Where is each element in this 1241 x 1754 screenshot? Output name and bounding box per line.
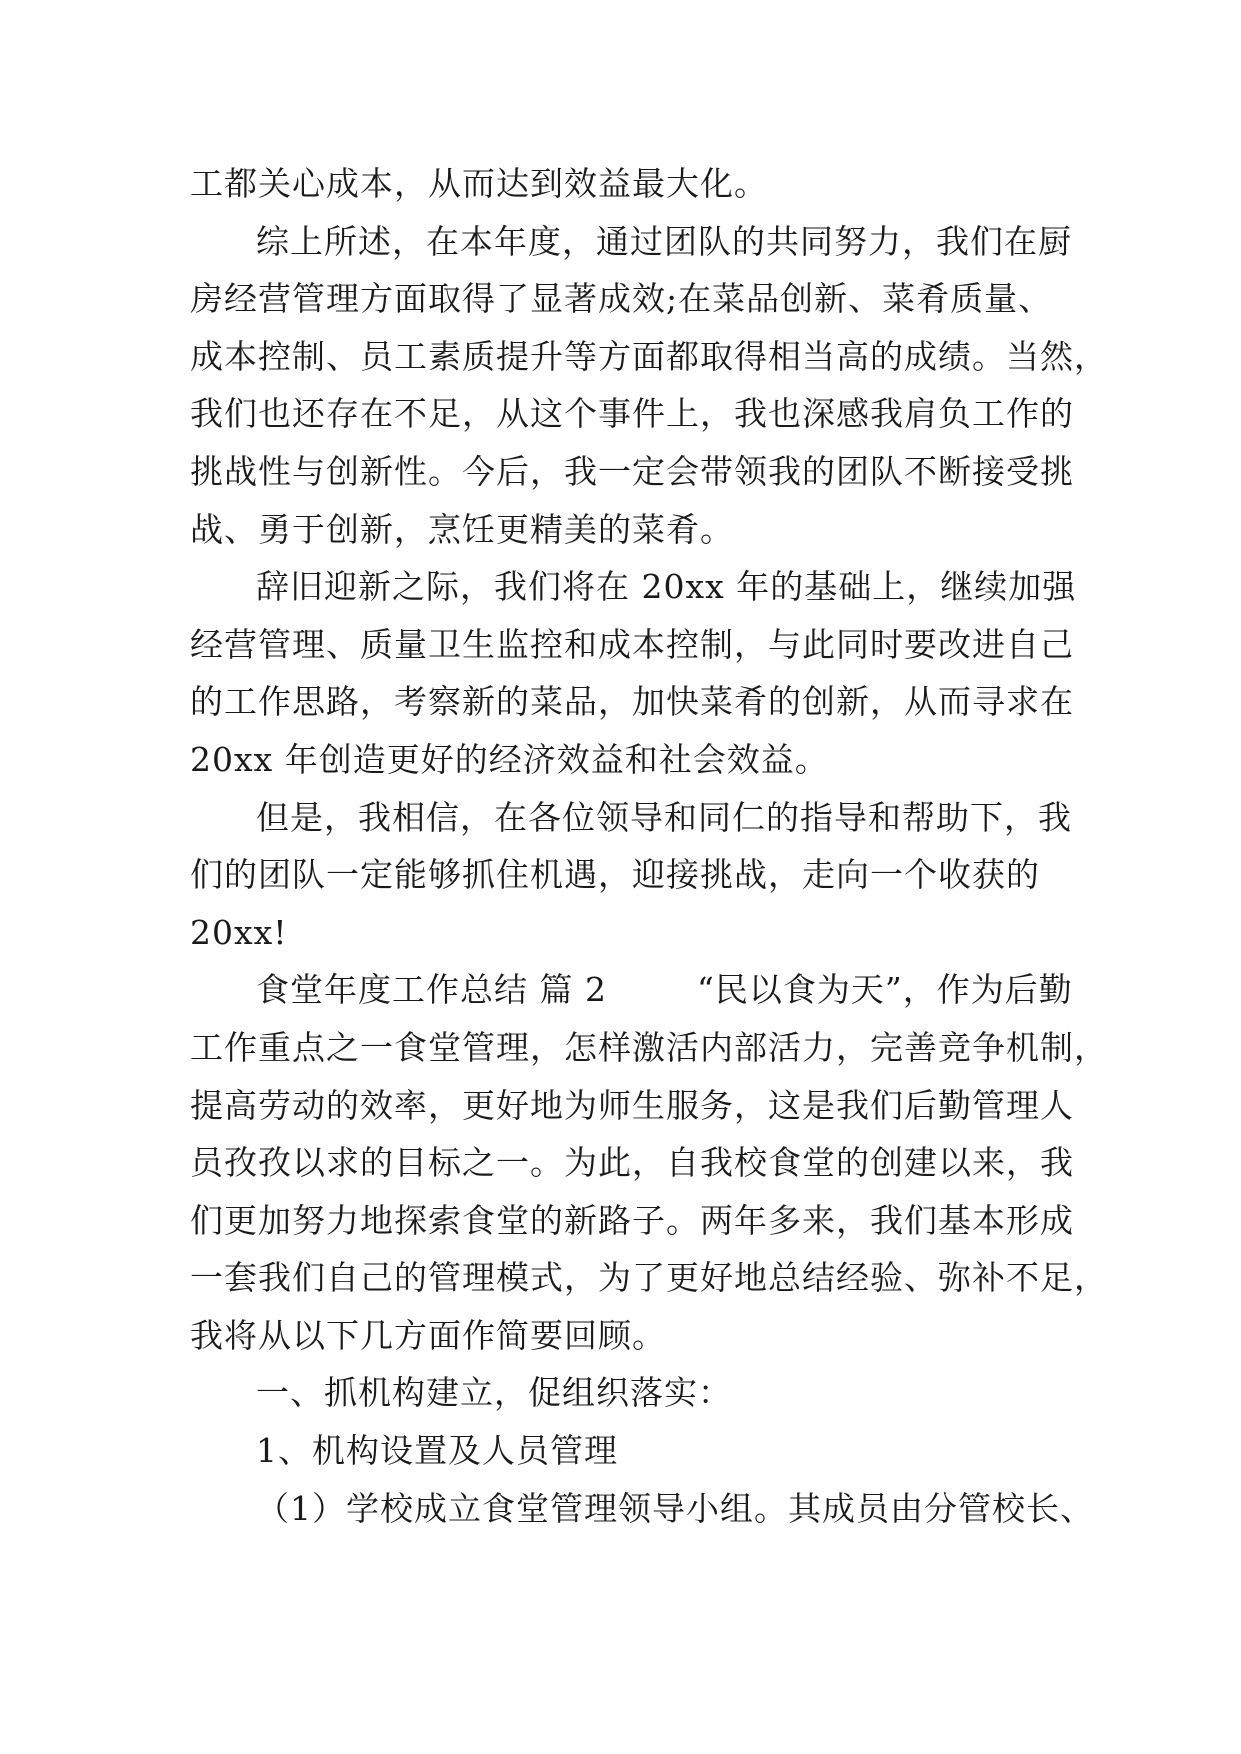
text-line: 20xx 年创造更好的经济效益和社会效益。 [190, 739, 829, 779]
text-line: 挑战性与创新性。今后，我一定会带领我的团队不断接受挑 [190, 451, 1074, 491]
text-line: 们的团队一定能够抓住机遇，迎接挑战，走向一个收获的 [190, 855, 1040, 895]
paragraph-start-line: 综上所述，在本年度，通过团队的共同努力，我们在厨 [256, 221, 1072, 261]
text-line: 工作重点之一食堂管理，怎样激活内部活力，完善竞争机制， [190, 1027, 1108, 1067]
text-line: 一套我们自己的管理模式，为了更好地总结经验、弥补不足， [190, 1258, 1108, 1298]
list-item-line: （1）学校成立食堂管理领导小组。其成员由分管校长、 [256, 1488, 1094, 1528]
paragraph-start-line: 辞旧迎新之际，我们将在 20xx 年的基础上，继续加强 [256, 567, 1077, 607]
subheading-line: 1、机构设置及人员管理 [256, 1431, 618, 1471]
text-line: 房经营管理方面取得了显著成效;在菜品创新、菜肴质量、 [190, 279, 1053, 319]
text-line: 的工作思路，考察新的菜品，加快菜肴的创新，从而寻求在 [190, 682, 1074, 722]
text-line: 们更加努力地探索食堂的新路子。两年多来，我们基本形成 [190, 1200, 1074, 1240]
text-line: 战、勇于创新，烹饪更精美的菜肴。 [190, 509, 734, 549]
text-line: 经营管理、质量卫生监控和成本控制，与此同时要改进自己 [190, 624, 1074, 664]
document-body [190, 155, 1108, 1537]
text-line: 我将从以下几方面作简要回顾。 [190, 1315, 666, 1355]
section-title: 食堂年度工作总结 篇 2 [256, 970, 607, 1010]
text-line: 提高劳动的效率，更好地为师生服务，这是我们后勤管理人 [190, 1085, 1074, 1125]
section-heading-line [190, 961, 1073, 1019]
subheading-line: 一、抓机构建立，促组织落实： [256, 1373, 732, 1413]
text-line: 成本控制、员工素质提升等方面都取得相当高的成绩。当然， [190, 336, 1108, 376]
text-line: 20xx! [190, 912, 288, 952]
text-line: 我们也还存在不足，从这个事件上，我也深感我肩负工作的 [190, 394, 1074, 434]
section-intro: “民以食为天”，作为后勤 [696, 970, 1073, 1010]
text-line: 员孜孜以求的目标之一。为此，自我校食堂的创建以来，我 [190, 1143, 1074, 1183]
paragraph-start-line: 但是，我相信，在各位领导和同仁的指导和帮助下，我 [256, 797, 1072, 837]
text-line: 工都关心成本，从而达到效益最大化。 [190, 164, 768, 203]
